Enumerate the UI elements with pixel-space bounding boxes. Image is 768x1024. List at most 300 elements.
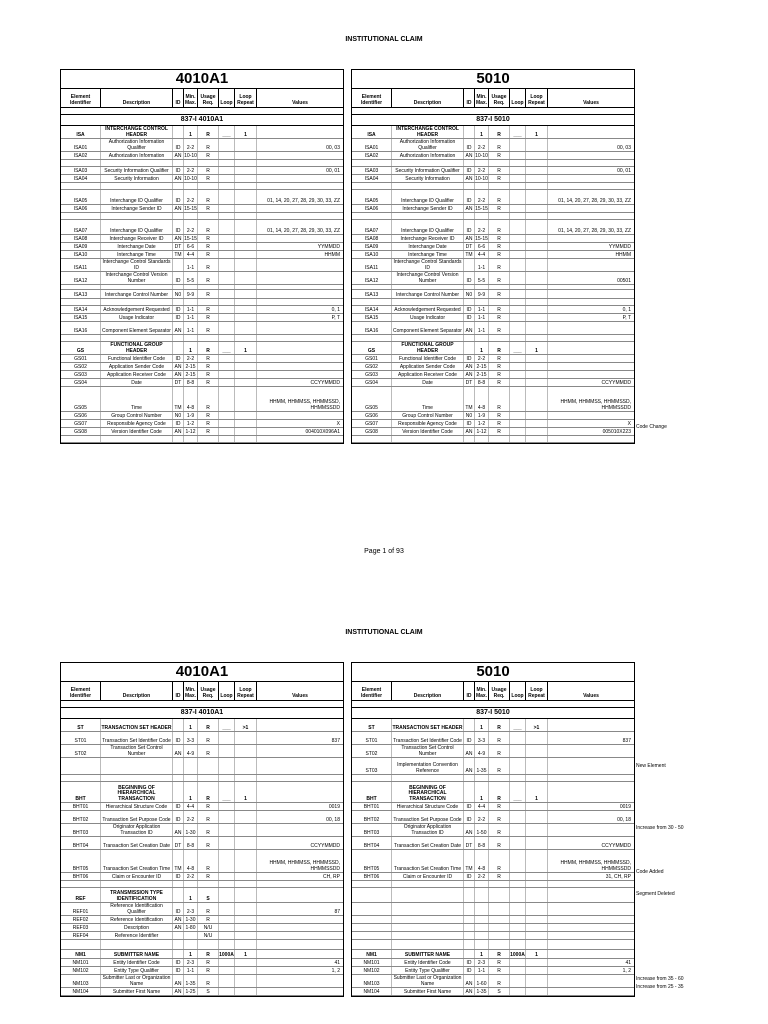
min-max: 1-30 [184,824,198,836]
table-row [61,837,343,850]
table-row [352,967,634,975]
loop-repeat [526,903,548,915]
loop [510,932,526,939]
table-row [352,903,634,916]
values: 0019 [619,803,631,810]
description: Interchange Control Standards ID [392,259,464,271]
description [392,299,464,305]
column-header: Loop Repeat [235,89,257,107]
loop-repeat [235,420,257,427]
min-max: 4-4 [184,803,198,810]
usage: R [198,950,219,958]
values: 00, 03 [326,144,340,151]
loop-repeat [526,873,548,880]
table-row [352,888,634,903]
values [257,175,343,182]
loop-repeat [526,285,548,289]
loop [219,243,235,250]
min-max: 1 [184,950,198,958]
usage: R [198,967,219,974]
data-type [464,342,475,354]
description [101,285,173,289]
usage [198,335,219,341]
element-id: BHT03 [352,824,392,836]
loop-repeat [526,306,548,313]
min-max: 1-1 [475,322,489,334]
loop [510,355,526,362]
data-type: ID [464,167,475,174]
description: Usage Indicator [392,314,464,321]
usage [489,436,510,442]
usage: R [489,850,510,872]
min-max: 4-9 [184,745,198,757]
loop: ___ [219,126,235,138]
loop-repeat [235,837,257,849]
values [257,126,343,138]
usage: R [489,428,510,435]
loop-repeat: 1 [526,950,548,958]
usage: R [198,903,219,915]
min-max: 1-12 [475,428,489,435]
segment-header-row [352,719,634,732]
loop-repeat [526,152,548,159]
usage: R [489,139,510,151]
element-id [61,335,101,341]
element-id: ISA03 [61,167,101,174]
description [392,436,464,442]
min-max: 15-15 [475,235,488,242]
table-row [61,322,343,335]
element-id: BHT06 [352,873,392,880]
table-row [61,335,343,342]
usage [198,940,219,949]
usage: R [198,824,219,836]
table-row [352,824,634,837]
values [548,183,634,189]
element-id: ST02 [352,745,392,757]
loop [510,916,526,923]
usage: R [489,811,510,823]
loop-repeat [526,213,548,219]
data-type: AN [464,175,475,182]
description [392,335,464,341]
loop [510,745,526,757]
values [548,342,634,354]
column-header: Min. Max. [475,89,489,107]
description: Component Element Separator [392,322,464,334]
element-id: ISA08 [61,235,101,242]
values [257,235,343,242]
description: Authorization Information [392,152,464,159]
min-max: 15-15 [184,235,197,242]
table-row [61,881,343,888]
element-id: ST03 [352,758,392,774]
table-row [352,881,634,888]
table-row [61,967,343,975]
column-header-row [61,682,343,701]
loop [219,428,235,435]
usage: R [198,175,219,182]
values: 0, 1 [331,306,340,313]
loop [510,167,526,174]
data-type [173,888,184,902]
values [548,322,634,334]
loop [510,259,526,271]
element-id: GS06 [61,412,101,419]
table-row [352,932,634,940]
column-header: Element Identifier [352,682,392,700]
min-max [475,285,489,289]
usage: R [489,190,510,204]
values: 41 [334,959,340,966]
element-id: GS [352,342,392,354]
loop [219,335,235,341]
element-id: GS08 [61,428,101,435]
data-type: AN [464,975,475,987]
description: Responsible Agency Code [392,420,464,427]
loop-repeat [235,299,257,305]
description: Application Receiver Code [392,371,464,378]
table-row [61,436,343,443]
data-type: ID [173,420,184,427]
change-note: Segment Deleted [636,891,675,897]
min-max [475,299,489,305]
data-type: ID [173,959,184,966]
usage: R [489,732,510,744]
usage: R [489,371,510,378]
loop [219,183,235,189]
change-note: Increase from 35 - 60 [636,976,684,982]
values [548,916,634,923]
values [257,322,343,334]
loop [219,167,235,174]
loop [219,299,235,305]
element-id: NM1 [61,950,101,958]
loop [219,873,235,880]
description: Date [392,379,464,386]
loop-repeat [526,881,548,887]
min-max: 4-4 [475,803,489,810]
description: BEGINNING OF HIERARCHICAL TRANSACTION [101,782,173,802]
loop [510,436,526,442]
element-id: ISA09 [352,243,392,250]
usage [489,335,510,341]
table-row [61,139,343,152]
description: Reference Identification [101,916,173,923]
table-row [352,387,634,412]
usage: R [198,190,219,204]
loop [510,732,526,744]
column-header-row [61,89,343,108]
element-id: ISA02 [352,152,392,159]
element-id: BHT [61,782,101,802]
loop-repeat [235,220,257,234]
values: 00, 18 [326,816,340,823]
values [257,824,343,836]
usage [198,285,219,289]
loop-repeat [235,285,257,289]
min-max: 2-2 [475,220,489,234]
loop-repeat [526,235,548,242]
usage: R [198,837,219,849]
element-id: ISA06 [352,205,392,212]
min-max: 10-10 [184,175,197,182]
min-max [184,160,198,166]
values [548,175,634,182]
column-header: Loop [510,89,526,107]
usage: R [489,306,510,313]
usage: R [489,975,510,987]
description: Interchange Sender ID [101,205,173,212]
min-max: 1-1 [475,259,489,271]
loop [219,355,235,362]
loop-repeat [526,322,548,334]
segment-header-row [61,342,343,355]
usage [489,183,510,189]
element-id: BHT02 [352,811,392,823]
usage: R [198,428,219,435]
version-title: 5010 [352,70,634,89]
description [392,160,464,166]
min-max: 10-10 [184,152,197,159]
data-type: AN [464,745,475,757]
data-type: ID [173,873,184,880]
usage: R [489,758,510,774]
min-max: 1-9 [475,412,489,419]
table-row [352,916,634,924]
data-type: AN [173,371,184,378]
loop-repeat [235,355,257,362]
table-5010 [351,69,635,444]
element-id: BHT05 [352,850,392,872]
page-title: INSTITUTIONAL CLAIM [345,36,423,43]
description: Interchange Sender ID [392,205,464,212]
data-type [173,881,184,887]
usage: R [489,873,510,880]
data-type: ID [173,167,184,174]
table-row [352,167,634,175]
element-id: ISA04 [352,175,392,182]
min-max: 4-4 [475,251,489,258]
element-id: ST [352,719,392,731]
description: Transaction Set Creation Time [101,850,173,872]
values: HHMM, HHMMSS, HHMMSSD, HHMMSSDD [560,860,631,872]
usage [198,758,219,774]
values: 00501 [617,277,631,284]
loop [219,213,235,219]
usage: R [489,175,510,182]
element-id: GS07 [61,420,101,427]
data-type: ID [173,314,184,321]
element-id [352,888,392,902]
usage: R [489,959,510,966]
column-header: ID [173,89,184,107]
element-id [61,285,101,289]
table-row [352,745,634,758]
column-header: Usage Req. [489,89,510,107]
table-row [352,371,634,379]
description: Implementation Convention Reference [392,758,464,774]
data-type: ID [464,139,475,151]
usage: R [489,243,510,250]
table-row [352,235,634,243]
usage: R [489,259,510,271]
loop-repeat [235,139,257,151]
element-id [352,436,392,442]
min-max: 15-15 [184,205,197,212]
values: 0, 1 [622,306,631,313]
table-4010a1 [60,69,344,444]
segment-header-row [352,126,634,139]
values [257,436,343,442]
values: 01, 14, 20, 27, 28, 29, 30, 33, ZZ [267,197,340,204]
loop [510,850,526,872]
values: CCYYMMDD [310,379,340,386]
loop [510,205,526,212]
element-id [352,775,392,781]
values [548,235,634,242]
table-5010 [351,662,635,997]
loop [510,306,526,313]
data-type [173,335,184,341]
element-id [61,213,101,219]
loop-repeat [235,371,257,378]
min-max: 2-15 [475,363,489,370]
data-type: ID [173,139,184,151]
values [257,335,343,341]
data-type: ID [173,803,184,810]
values [548,988,634,995]
values [257,205,343,212]
element-id: ISA16 [61,322,101,334]
min-max [184,285,198,289]
loop-repeat [526,272,548,284]
table-row [352,335,634,342]
description: Originator Application Transaction ID [392,824,464,836]
loop-repeat [526,888,548,902]
table-row [352,272,634,285]
data-type [464,299,475,305]
loop-repeat [526,811,548,823]
element-id [61,940,101,949]
loop-repeat [526,175,548,182]
description: Security Information Qualifier [392,167,464,174]
description: Transaction Set Purpose Code [392,811,464,823]
min-max: 8-8 [475,837,489,849]
loop-repeat [526,412,548,419]
table-row [352,314,634,322]
description [392,932,464,939]
loop [510,272,526,284]
min-max: 1-1 [475,306,489,313]
loop-repeat [526,160,548,166]
usage [489,775,510,781]
loop [219,306,235,313]
table-row [61,932,343,940]
values [257,950,343,958]
loop-repeat [526,299,548,305]
min-max: 2-2 [184,355,198,362]
description: Submitter First Name [101,988,173,995]
column-header: Loop Repeat [526,89,548,107]
loop [510,183,526,189]
min-max: 2-3 [184,959,198,966]
element-id: ISA13 [352,290,392,298]
usage: R [198,152,219,159]
values: P, T [622,314,631,321]
loop [510,959,526,966]
loop-repeat [235,811,257,823]
description: Transaction Set Creation Date [101,837,173,849]
column-header: Values [292,693,308,699]
spacer-row [352,701,634,708]
loop-repeat [235,235,257,242]
min-max [475,183,489,189]
min-max: 2-2 [475,190,489,204]
loop-repeat [235,205,257,212]
description [392,924,464,931]
loop [219,363,235,370]
data-type: TM [464,251,475,258]
values [257,940,343,949]
element-id: NM104 [352,988,392,995]
usage: R [198,379,219,386]
loop-repeat: 1 [526,342,548,354]
description: Authorization Information Qualifier [392,139,464,151]
loop [219,924,235,931]
loop [219,379,235,386]
min-max: 1-1 [475,314,489,321]
min-max: 1-80 [184,924,198,931]
data-type [464,335,475,341]
column-header: ID [173,682,184,700]
table-row [61,975,343,988]
loop-repeat [235,916,257,923]
element-id: ISA02 [61,152,101,159]
description [101,775,173,781]
version-title: 4010A1 [61,70,343,89]
element-id: GS05 [61,387,101,411]
element-id: ISA11 [61,259,101,271]
column-header: Values [583,693,599,699]
loop-repeat [235,888,257,902]
values [548,758,634,774]
min-max: 1-35 [475,758,489,774]
usage: R [198,782,219,802]
loop-repeat [235,190,257,204]
loop [219,272,235,284]
data-type: AN [173,988,184,995]
usage [489,940,510,949]
loop [510,235,526,242]
data-type [464,259,475,271]
loop-repeat [235,243,257,250]
min-max: 1 [475,719,489,731]
loop-repeat [235,183,257,189]
loop: ___ [510,342,526,354]
table-row [352,355,634,363]
min-max: 5-5 [184,272,198,284]
values [257,299,343,305]
loop-repeat [526,732,548,744]
min-max: 5-5 [475,272,489,284]
values: CCYYMMDD [601,379,631,386]
usage: R [489,950,510,958]
loop: ___ [219,782,235,802]
loop-repeat [235,959,257,966]
element-id: GS02 [352,363,392,370]
loop [510,175,526,182]
